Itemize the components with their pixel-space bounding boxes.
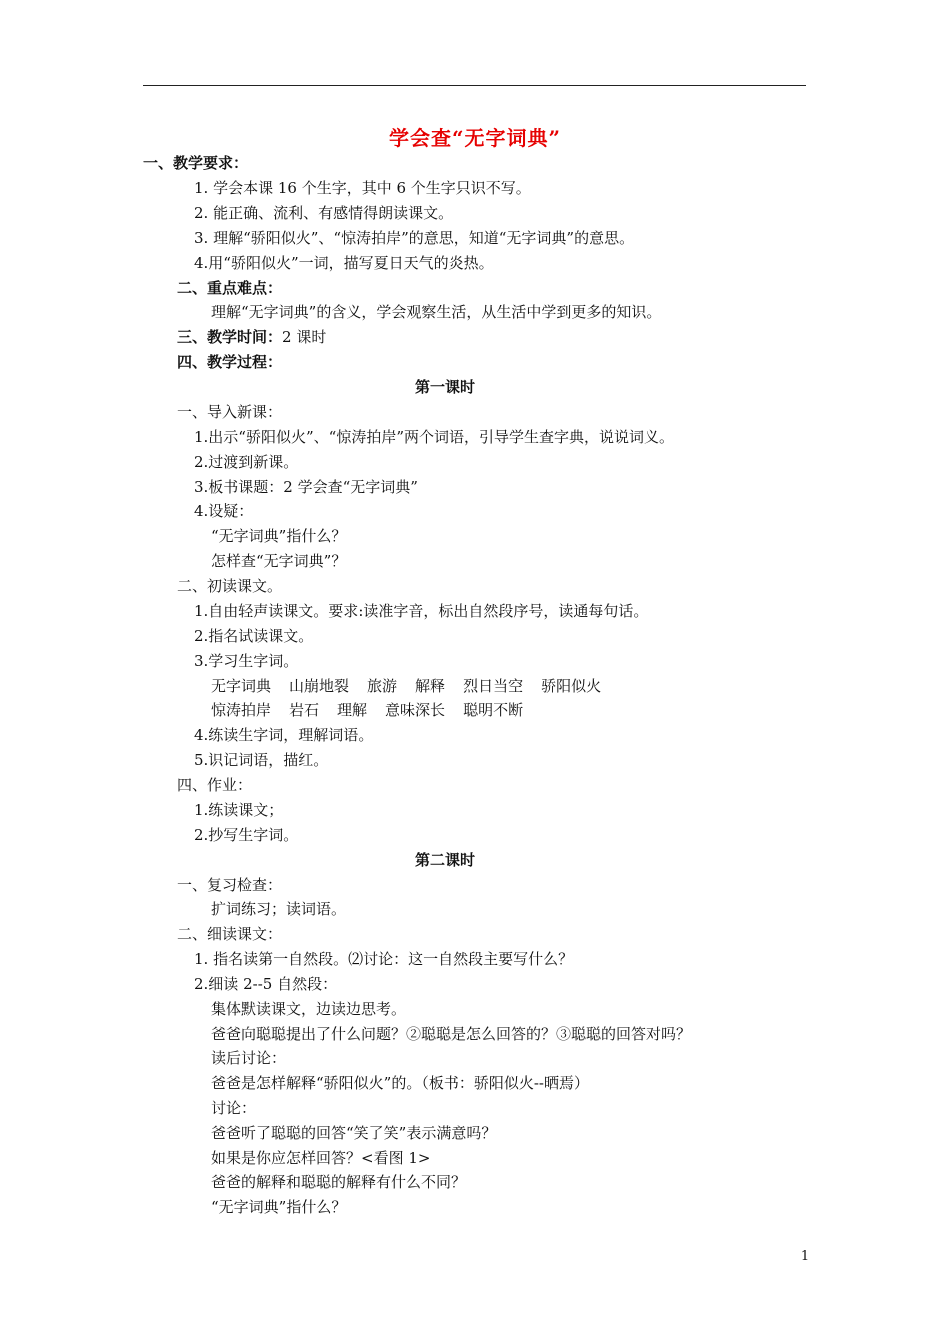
l2-part-1-text: 扩词练习；读词语。 — [211, 900, 347, 918]
section-2-heading: 二、重点难点： — [177, 279, 283, 297]
section-4-heading: 四、教学过程： — [177, 353, 283, 371]
section-1-heading: 一、教学要求： — [143, 154, 249, 172]
l2-part-2: 二、细读课文： — [177, 925, 283, 943]
l2-text-6: 爸爸听了聪聪的回答“笑了笑”表示满意吗？ — [211, 1124, 497, 1142]
vocab-word: 意味深长 — [385, 701, 446, 719]
l1-step-1-3: 3.板书课题：2 学会查“无字词典” — [194, 478, 418, 496]
l2-part-1: 一、复习检查： — [177, 876, 283, 894]
vocab-word: 理解 — [337, 701, 368, 719]
l1-part-1: 一、导入新课： — [177, 403, 283, 421]
requirement-3: 3. 理解“骄阳似火”、“惊涛拍岸”的意思，知道“无字词典”的意思。 — [194, 229, 635, 247]
l1-step-2-4: 4.练读生字词，理解词语。 — [194, 726, 374, 744]
vocab-word: 惊涛拍岸 — [211, 701, 272, 719]
l1-step-4-2: 2.抄写生字词。 — [194, 826, 299, 844]
vocab-word: 旅游 — [367, 677, 398, 695]
l2-step-2-2: 2.细读 2--5 自然段： — [194, 975, 338, 993]
l1-part-4: 四、作业： — [177, 776, 253, 794]
page-number: 1 — [800, 1249, 810, 1264]
section-3 — [177, 327, 326, 347]
section-3-value: 2 课时 — [282, 328, 327, 346]
l1-part-2: 二、初读课文。 — [177, 577, 283, 595]
l1-question-1: “无字词典”指什么？ — [211, 527, 347, 545]
l2-step-2-1: 1. 指名读第一自然段。⑵讨论：这一自然段主要写什么？ — [194, 950, 574, 968]
l1-step-2-1: 1.自由轻声读课文。要求:读准字音，标出自然段序号，读通每句话。 — [194, 602, 649, 620]
l1-step-1-4: 4.设疑： — [194, 502, 254, 520]
l2-text-9: “无字词典”指什么？ — [211, 1198, 347, 1216]
lesson-2-title: 第二课时 — [414, 851, 475, 869]
l1-step-2-5: 5.识记词语，描红。 — [194, 751, 329, 769]
section-3-heading: 三、教学时间： — [177, 328, 283, 346]
l2-text-1: 集体默读课文，边读边思考。 — [211, 1000, 407, 1018]
vocab-word: 岩石 — [289, 701, 320, 719]
l2-text-5: 讨论： — [211, 1099, 257, 1117]
l2-text-3: 读后讨论： — [211, 1049, 287, 1067]
vocab-word: 无字词典 — [211, 677, 272, 695]
l1-question-2: 怎样查“无字词典”？ — [211, 552, 347, 570]
l1-step-1-2: 2.过渡到新课。 — [194, 453, 299, 471]
l2-text-4: 爸爸是怎样解释“骄阳似火”的。（板书：骄阳似火--晒焉） — [211, 1074, 589, 1092]
vocab-word: 解释 — [415, 677, 446, 695]
section-2-text: 理解“无字词典”的含义，学会观察生活，从生活中学到更多的知识。 — [211, 303, 662, 321]
vocab-word: 骄阳似火 — [541, 677, 602, 695]
vocab-row-1 — [211, 676, 619, 696]
vocab-word: 山崩地裂 — [289, 677, 350, 695]
requirement-1: 1. 学会本课 16 个生字，其中 6 个生字只识不写。 — [194, 179, 531, 197]
l2-text-2: 爸爸向聪聪提出了什么问题？②聪聪是怎么回答的？③聪聪的回答对吗？ — [211, 1025, 692, 1043]
l1-step-4-1: 1.练读课文； — [194, 801, 284, 819]
l2-text-8: 爸爸的解释和聪聪的解释有什么不同？ — [211, 1173, 467, 1191]
l1-step-1-1: 1.出示“骄阳似火”、“惊涛拍岸”两个词语，引导学生查字典，说说词义。 — [194, 428, 674, 446]
l2-text-7: 如果是你应怎样回答？<看图 1> — [211, 1149, 431, 1167]
vocab-word: 烈日当空 — [463, 677, 524, 695]
lesson-1-title: 第一课时 — [414, 378, 475, 396]
document-title: 学会查“无字词典” — [388, 126, 561, 150]
l1-step-2-3: 3.学习生字词。 — [194, 652, 299, 670]
vocab-row-2 — [211, 700, 541, 720]
l1-step-2-2: 2.指名试读课文。 — [194, 627, 314, 645]
requirement-4: 4.用“骄阳似火”一词，描写夏日天气的炎热。 — [194, 254, 494, 272]
requirement-2: 2. 能正确、流利、有感情得朗读课文。 — [194, 204, 454, 222]
header-rule — [143, 85, 806, 86]
vocab-word: 聪明不断 — [463, 701, 524, 719]
